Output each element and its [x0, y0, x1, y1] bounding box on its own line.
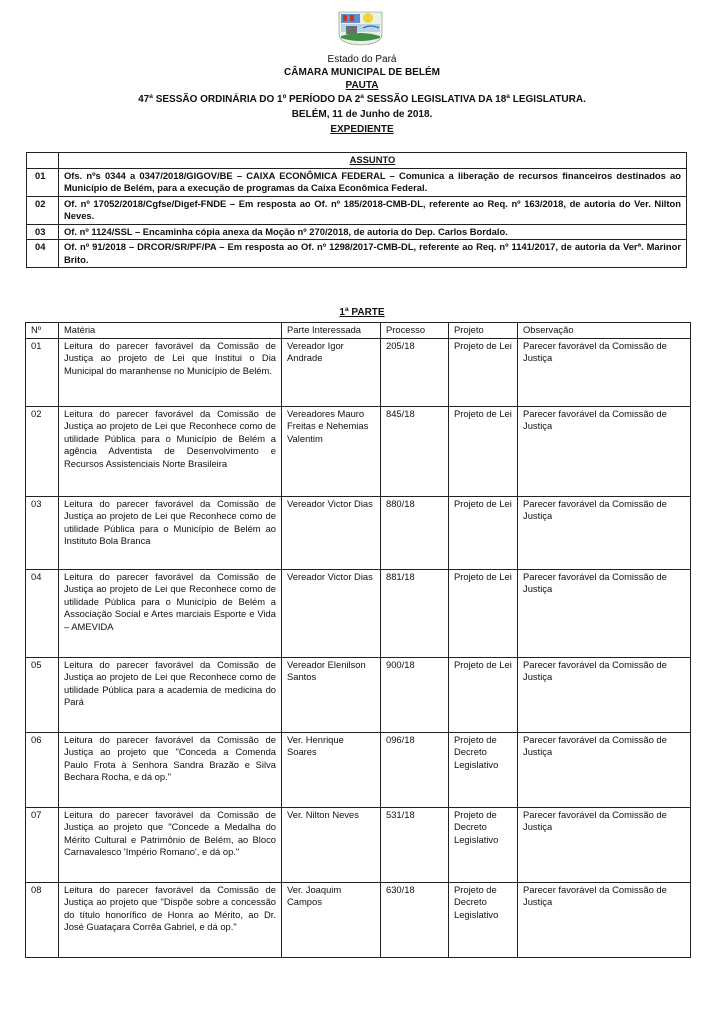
row-processo: 900/18 [381, 657, 449, 732]
table-row [27, 196, 687, 224]
table-row [26, 338, 691, 406]
row-number: 05 [26, 657, 59, 732]
table-row [26, 807, 691, 882]
table-row [26, 732, 691, 807]
row-processo: 845/18 [381, 406, 449, 496]
row-observacao: Parecer favorável da Comissão de Justiça [518, 882, 691, 957]
column-header: Observação [518, 323, 691, 339]
table-row [26, 657, 691, 732]
row-processo: 531/18 [381, 807, 449, 882]
row-materia: Leitura do parecer favorável da Comissão de Justiça ao projeto de Lei que Institui o Dia Municipal do maranhense no Município de Belém. [59, 338, 282, 406]
row-materia: Leitura do parecer favorável da Comissão de Justiça ao projeto que "Dispõe sobre a concessão do título honorífico de Honra ao Mérito, ao Dr. José Guataçara Corrêa Gabriel, e dá op." [59, 882, 282, 957]
row-observacao: Parecer favorável da Comissão de Justiça [518, 569, 691, 657]
row-projeto: Projeto de Decreto Legislativo [449, 807, 518, 882]
row-number: 01 [26, 338, 59, 406]
row-parte: Ver. Joaquim Campos [282, 882, 381, 957]
row-materia: Leitura do parecer favorável da Comissão de Justiça ao projeto de Lei que Reconhece como de utilidade Pública para a academia de medicina do Pará [59, 657, 282, 732]
row-observacao: Parecer favorável da Comissão de Justiça [518, 338, 691, 406]
row-observacao: Parecer favorável da Comissão de Justiça [518, 657, 691, 732]
row-parte: Vereador Elenilson Santos [282, 657, 381, 732]
row-number: 06 [26, 732, 59, 807]
row-parte: Ver. Nilton Neves [282, 807, 381, 882]
row-materia: Leitura do parecer favorável da Comissão de Justiça ao projeto de Lei que Reconhece como de utilidade Pública para o Município de Belém a Associação Social e Artes marciais Esporte e Vida – AMEVIDA [59, 569, 282, 657]
row-projeto: Projeto de Lei [449, 406, 518, 496]
column-header: Nº [26, 323, 59, 339]
row-materia: Leitura do parecer favorável da Comissão de Justiça ao projeto de Lei que Reconhece como de utilidade Pública para o Município de Belém ao Instituto Bola Branca [59, 496, 282, 569]
row-processo: 630/18 [381, 882, 449, 957]
item-number: 04 [27, 240, 59, 268]
expediente-header-row [27, 153, 687, 169]
row-observacao: Parecer favorável da Comissão de Justiça [518, 406, 691, 496]
table-row [26, 882, 691, 957]
row-materia: Leitura do parecer favorável da Comissão de Justiça ao projeto que "Conceda a Comenda Paulo Frota à Senhora Sandra Brazão e Silva Bechara Rocha, e dá op." [59, 732, 282, 807]
item-subject: Ofs. nºs 0344 a 0347/2018/GIGOV/BE – CAIXA ECONÔMICA FEDERAL – Comunica a liberação de recursos financeiros destinados ao Município de Belém, para a execução de programas da Caixa Econômica Federal. [59, 168, 687, 196]
row-observacao: Parecer favorável da Comissão de Justiça [518, 807, 691, 882]
row-projeto: Projeto de Decreto Legislativo [449, 882, 518, 957]
table-row [27, 168, 687, 196]
document-type: PAUTA [345, 80, 379, 91]
item-subject: Of. nº 91/2018 – DRCOR/SR/PF/PA – Em resposta ao Of. nº 1298/2017-CMB-DL, referente ao Req. nº 1141/2017, de autoria da Verª. Marinor Brito. [59, 240, 687, 268]
row-processo: 880/18 [381, 496, 449, 569]
item-subject: Of. nº 1124/SSL – Encaminha cópia anexa da Moção nº 270/2018, de autoria do Dep. Carlos Bordalo. [59, 224, 687, 240]
row-parte: Ver. Henrique Soares [282, 732, 381, 807]
item-number: 03 [27, 224, 59, 240]
row-projeto: Projeto de Lei [449, 657, 518, 732]
column-header: Parte Interessada [282, 323, 381, 339]
row-materia: Leitura do parecer favorável da Comissão de Justiça ao projeto que "Concede a Medalha do Mérito Cultural e Patrimônio de Belém, ao Bloco Carnavalesco 'Império Romano', e dá op." [59, 807, 282, 882]
column-header: Projeto [449, 323, 518, 339]
row-parte: Vereador Igor Andrade [282, 338, 381, 406]
parte-title: 1ª PARTE [339, 307, 385, 318]
row-number: 02 [26, 406, 59, 496]
row-number: 03 [26, 496, 59, 569]
item-number: 02 [27, 196, 59, 224]
table-row [26, 406, 691, 496]
row-number: 08 [26, 882, 59, 957]
column-header: Matéria [59, 323, 282, 339]
row-number: 04 [26, 569, 59, 657]
table-row [26, 496, 691, 569]
parte1-header-row [26, 323, 691, 339]
session-date: BELÉM, 11 de Junho de 2018. [291, 109, 433, 120]
parte1-table [25, 322, 691, 958]
section-title: EXPEDIENTE [330, 124, 394, 135]
row-projeto: Projeto de Lei [449, 338, 518, 406]
expediente-num-header [27, 153, 59, 169]
row-projeto: Projeto de Lei [449, 496, 518, 569]
institution-name: CÂMARA MUNICIPAL DE BELÉM [284, 67, 440, 78]
column-header: Processo [381, 323, 449, 339]
table-row [26, 569, 691, 657]
table-row [27, 240, 687, 268]
row-number: 07 [26, 807, 59, 882]
row-processo: 881/18 [381, 569, 449, 657]
brasao-belem-icon [337, 10, 384, 46]
row-materia: Leitura do parecer favorável da Comissão de Justiça ao projeto de Lei que Reconhece como de utilidade Pública para o Município de Belém a agência Adventista de Desenvolvimento e Recursos Assistenciais Norte Brasileira [59, 406, 282, 496]
item-subject: Of. nº 17052/2018/Cgfse/Digef-FNDE – Em resposta ao Of. nº 185/2018-CMB-DL, referente ao Req. nº 163/2018, de autoria do Ver. Nilton Neves. [59, 196, 687, 224]
session-title: 47ª SESSÃO ORDINÁRIA DO 1º PERÍODO DA 2ª SESSÃO LEGISLATIVA DA 18ª LEGISLATURA. [138, 94, 586, 105]
row-parte: Vereadores Mauro Freitas e Nehemias Valentim [282, 406, 381, 496]
row-parte: Vereador Victor Dias [282, 496, 381, 569]
expediente-assunto-header: ASSUNTO [59, 153, 687, 169]
row-processo: 096/18 [381, 732, 449, 807]
table-row [27, 224, 687, 240]
row-projeto: Projeto de Lei [449, 569, 518, 657]
row-observacao: Parecer favorável da Comissão de Justiça [518, 732, 691, 807]
state-name: Estado do Pará [327, 54, 397, 65]
row-projeto: Projeto de Decreto Legislativo [449, 732, 518, 807]
expediente-table [26, 152, 687, 268]
row-processo: 205/18 [381, 338, 449, 406]
item-number: 01 [27, 168, 59, 196]
row-observacao: Parecer favorável da Comissão de Justiça [518, 496, 691, 569]
row-parte: Vereador Victor Dias [282, 569, 381, 657]
